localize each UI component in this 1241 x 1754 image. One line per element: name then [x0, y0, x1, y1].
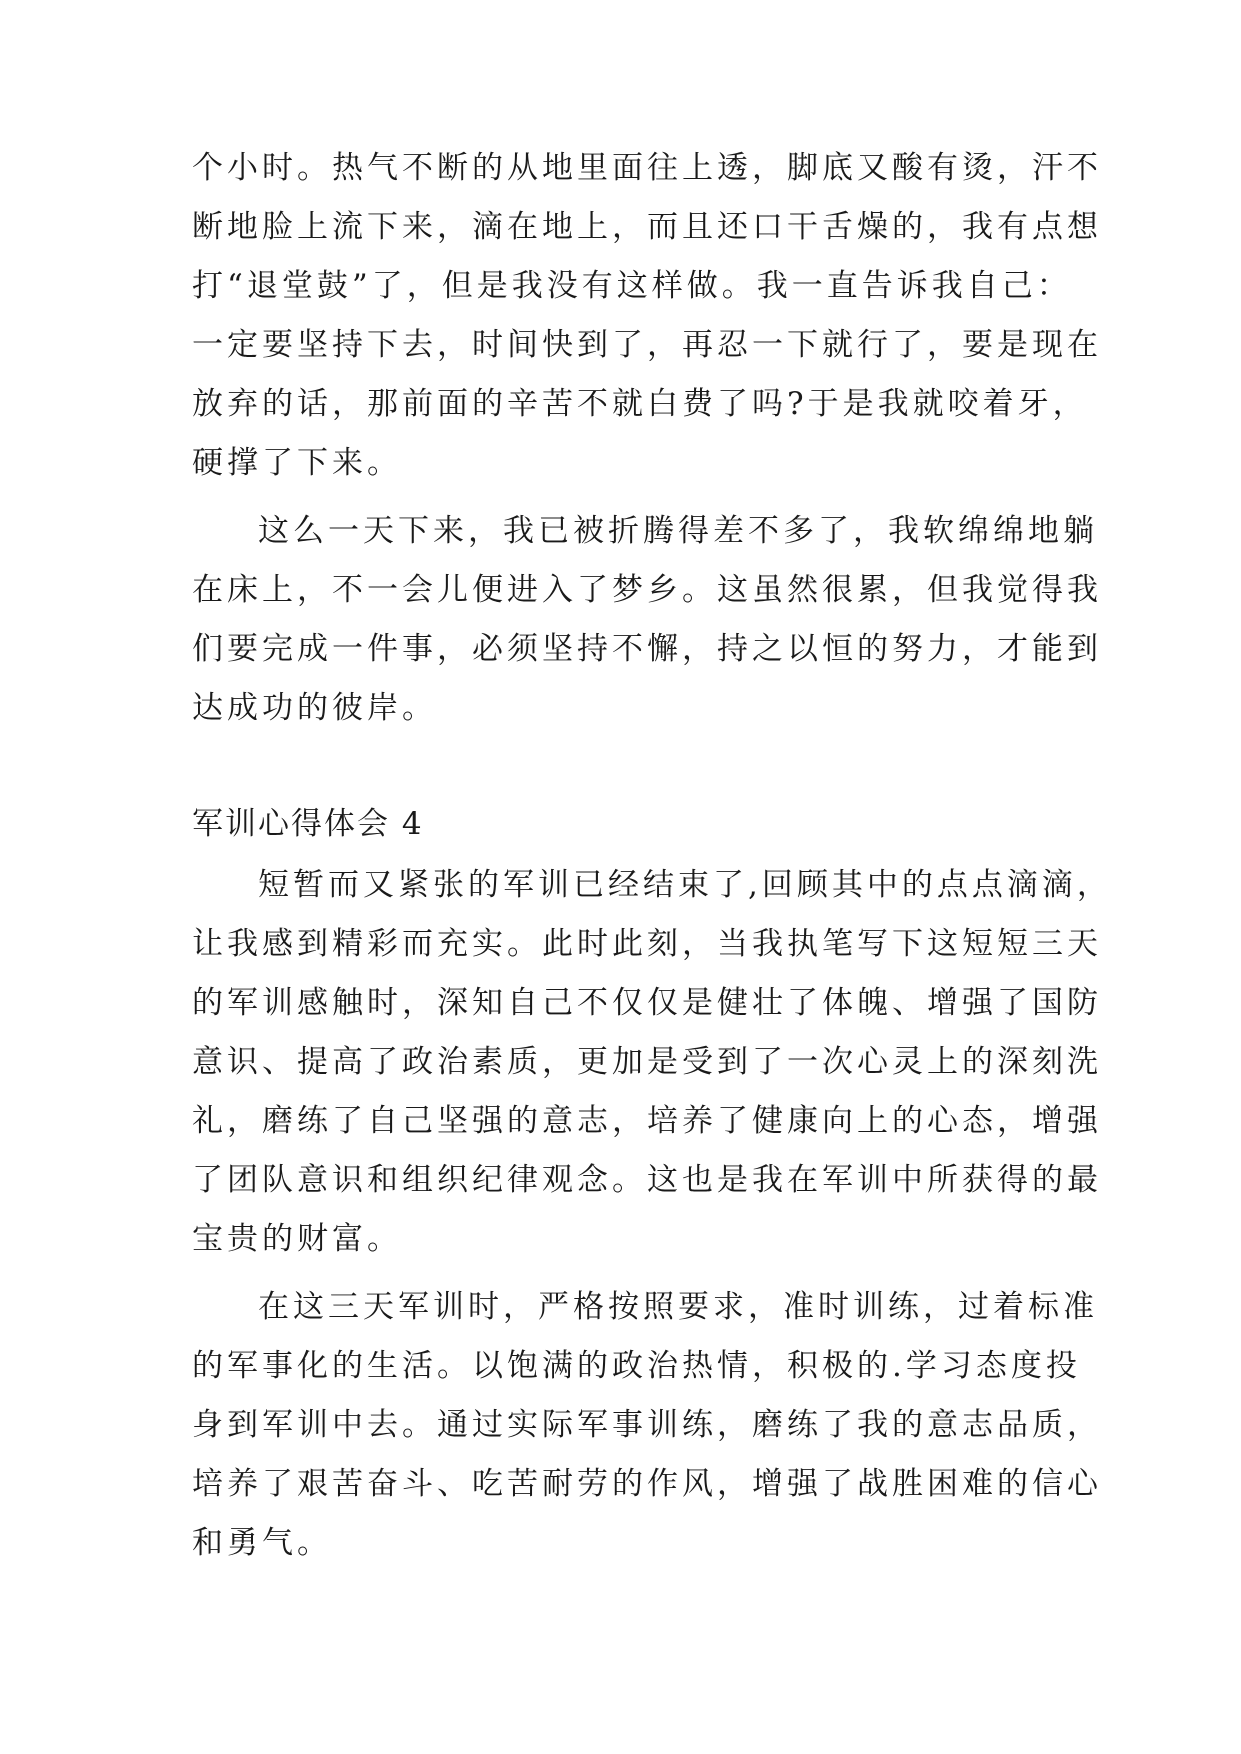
paragraph-line: 硬撑了下来。	[192, 445, 402, 481]
paragraph-line: 意识、提高了政治素质，更加是受到了一次心灵上的深刻洗	[192, 1044, 1102, 1080]
paragraph-line: 个小时。热气不断的从地里面往上透，脚底又酸有烫，汗不	[192, 150, 1102, 186]
paragraph-line: 达成功的彼岸。	[192, 690, 437, 726]
paragraph-line: 打“退堂鼓”了，但是我没有这样做。我一直告诉我自己：	[192, 268, 1072, 304]
paragraph-line: 了团队意识和组织纪律观念。这也是我在军训中所获得的最	[192, 1162, 1102, 1198]
paragraph-line: 的军训感触时，深知自己不仅仅是健壮了体魄、增强了国防	[192, 985, 1102, 1021]
paragraph-line: 在床上，不一会儿便进入了梦乡。这虽然很累，但我觉得我	[192, 572, 1102, 608]
paragraph-line: 让我感到精彩而充实。此时此刻，当我执笔写下这短短三天	[192, 926, 1102, 962]
paragraph-line: 和勇气。	[192, 1525, 332, 1561]
paragraph-line: 宝贵的财富。	[192, 1221, 402, 1257]
paragraph-line: 培养了艰苦奋斗、吃苦耐劳的作风，增强了战胜困难的信心	[192, 1466, 1102, 1502]
paragraph-line: 一定要坚持下去，时间快到了，再忍一下就行了，要是现在	[192, 327, 1102, 363]
paragraph-line: 这么一天下来，我已被折腾得差不多了，我软绵绵地躺	[258, 513, 1098, 549]
section-heading: 军训心得体会 4	[192, 806, 424, 842]
paragraph-line: 身到军训中去。通过实际军事训练，磨练了我的意志品质，	[192, 1407, 1102, 1443]
paragraph-line: 短暂而又紧张的军训已经结束了,回顾其中的点点滴滴，	[258, 867, 1112, 903]
paragraph-line: 在这三天军训时，严格按照要求，准时训练，过着标准	[258, 1289, 1098, 1325]
paragraph-line: 的军事化的生活。以饱满的政治热情，积极的.学习态度投	[192, 1348, 1081, 1384]
paragraph-line: 断地脸上流下来，滴在地上，而且还口干舌燥的，我有点想	[192, 209, 1102, 245]
paragraph-line: 们要完成一件事，必须坚持不懈，持之以恒的努力，才能到	[192, 631, 1102, 667]
paragraph-line: 放弃的话，那前面的辛苦不就白费了吗?于是我就咬着牙，	[192, 386, 1088, 422]
paragraph-line: 礼，磨练了自己坚强的意志，培养了健康向上的心态，增强	[192, 1103, 1102, 1139]
